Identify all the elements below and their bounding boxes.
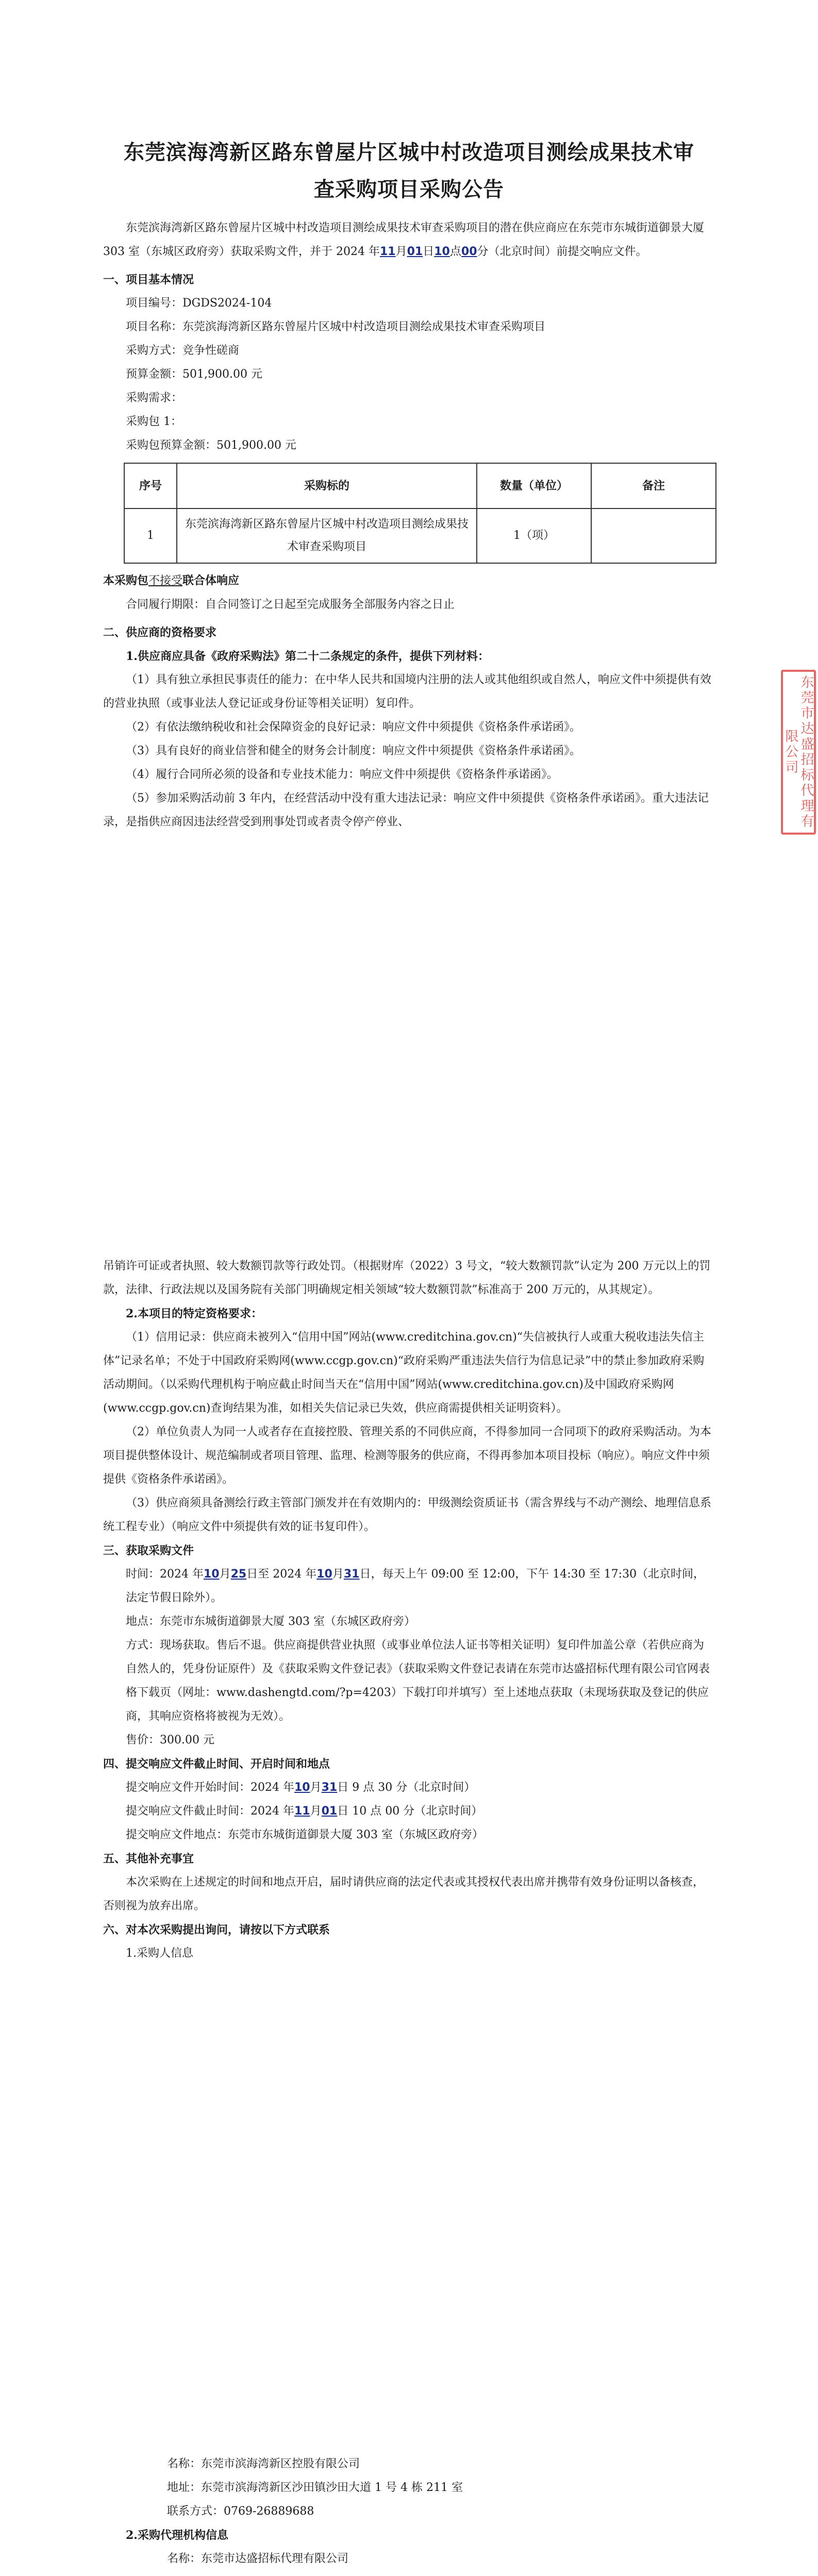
acquisition-time <box>103 1563 715 1610</box>
time-month-1: 10 <box>203 1568 220 1581</box>
section-1-heading: 一、项目基本情况 <box>103 273 194 286</box>
time-suffix: 日，每天上午 09:00 至 12:00，下午 14:30 至 17:30（北京时间，法定节假日除外）。 <box>126 1568 705 1604</box>
qualification-1: 1.供应商应具备《政府采购法》第二十二条规定的条件，提供下列材料： <box>126 650 489 663</box>
table-row <box>124 509 716 563</box>
time-month-2: 10 <box>316 1568 332 1581</box>
submit-prefix: 提交响应文件开始时间：2024 年 <box>126 1781 294 1794</box>
intro-day-suffix: 日 <box>423 245 435 258</box>
project-number: 项目编号：DGDS2024-104 <box>126 297 272 310</box>
table-header: 备注 <box>591 463 716 509</box>
qualification-1-3: （3）具有良好的商业信誉和健全的财务会计制度：响应文件中须提供《资格条件承诺函》。 <box>126 744 581 757</box>
section-6-heading: 六、对本次采购提出询问，请按以下方式联系 <box>103 1923 330 1937</box>
consortium-line <box>103 569 715 593</box>
acquisition-place: 地点：东莞市东城街道御景大厦 303 室（东城区政府旁） <box>126 1615 415 1628</box>
qualification-1-2: （2）有依法缴纳税收和社会保障资金的良好记录：响应文件中须提供《资格条件承诺函》。 <box>126 721 581 734</box>
time-mid-1: 月 <box>219 1568 231 1581</box>
document-title: 东莞滨海湾新区路东曾屋片区城中村改造项目测绘成果技术审查采购项目采购公告 <box>124 140 694 201</box>
buyer-contact: 联系方式：0769-26889688 <box>167 2505 314 2518</box>
section-5-heading: 五、其他补充事宜 <box>103 1852 194 1866</box>
agent-info-heading: 2.采购代理机构信息 <box>126 2529 228 2542</box>
time-prefix: 时间：2024 年 <box>126 1568 204 1581</box>
submit-suffix: 日 9 点 30 分（北京时间） <box>337 1781 476 1794</box>
intro-paragraph <box>103 216 715 264</box>
time-mid-2: 日至 2024 年 <box>246 1568 317 1581</box>
project-name: 项目名称：东莞滨海湾新区路东曾屋片区城中村改造项目测绘成果技术审查采购项目 <box>126 320 546 333</box>
table-cell: 1（项） <box>477 509 591 563</box>
time-day-1: 25 <box>230 1568 247 1581</box>
procurement-table <box>124 463 716 564</box>
qualification-2-2: （2）单位负责人为同一人或者存在直接控股、管理关系的不同供应商，不得参加同一合同项下的政府采购活动。为本项目提供整体设计、规范编制或者项目管理、监理、检测等服务的供应商，不得再参加本项目投标（响应）。响应文件中须提供《资格条件承诺函》。 <box>103 1426 712 1486</box>
qualification-1-5-part2: 吊销许可证或者执照、较大数额罚款等行政处罚。（根据财库（2022）3 号文，“较大数额罚款”认定为 200 万元以上的罚款，法律、行政法规以及国务院有关部门明确规定相关领域“较大数额罚款”标准高于 200 万元的，从其规定）。 <box>103 1260 711 1296</box>
package-label: 采购包 1： <box>126 415 182 428</box>
qualification-1-1: （1）具有独立承担民事责任的能力：在中华人民共和国境内注册的法人或其他组织或自然人，响应文件中须提供有效的营业执照（或事业法人登记证或身份证等相关证明）复印件。 <box>103 673 712 710</box>
deadline-prefix: 提交响应文件截止时间：2024 年 <box>126 1805 294 1818</box>
document-page-1 <box>0 0 818 1157</box>
table-header-row <box>124 463 716 509</box>
intro-after: 分（北京时间）前提交响应文件。 <box>477 245 647 258</box>
time-day-2: 31 <box>343 1568 360 1581</box>
procurement-method: 采购方式：竞争性磋商 <box>126 344 240 357</box>
deadline-mid: 月 <box>310 1805 322 1818</box>
qualification-2-3: （3）供应商须具备测绘行政主管部门颁发并在有效期内的：甲级测绘资质证书（需含界线与不动产测绘、地理信息系统工程专业）（响应文件中须提供有效的证书复印件）。 <box>103 1497 712 1533</box>
package-budget: 采购包预算金额：501,900.00 元 <box>126 439 296 452</box>
document-price: 售价：300.00 元 <box>126 1734 214 1747</box>
side-seal: 东莞市达盛招标代理有限公司 <box>781 670 816 835</box>
consortium-value: 不接受 <box>148 574 183 587</box>
submission-place: 提交响应文件地点：东莞市东城街道御景大厦 303 室（东城区政府旁） <box>126 1828 483 1841</box>
submission-start <box>103 1776 715 1800</box>
table-header: 采购标的 <box>177 463 477 509</box>
budget-amount: 预算金额：501,900.00 元 <box>126 368 262 381</box>
deadline-month: 11 <box>294 1805 310 1818</box>
submission-deadline <box>103 1800 715 1823</box>
consortium-prefix: 本采购包 <box>103 574 149 587</box>
buyer-address: 地址：东莞市滨海湾新区沙田镇沙田大道 1 号 4 栋 211 室 <box>167 2481 463 2494</box>
qualification-2-1: （1）信用记录：供应商未被列入“信用中国”网站(www.creditchina.gov.cn)“失信被执行人或重大税收违法失信主体”记录名单；不处于中国政府采购网(www.ccgp.gov.cn)“政府采购严重违法失信行为信息记录”中的禁止参加政府采购活动期间。（以采购代理机构于响应截止时间当天在“信用中国”网站(www.creditchina.gov.cn)及中国政府采购网(www.ccgp.gov.cn)查询结果为准，如相关失信记录已失效，供应商需提供相关证明资料）。 <box>103 1331 705 1415</box>
section-2-heading: 二、供应商的资格要求 <box>103 626 217 639</box>
table-cell: 1 <box>124 509 177 563</box>
buyer-info-heading: 1.采购人信息 <box>126 1947 193 1960</box>
section-4-heading: 四、提交响应文件截止时间、开启时间和地点 <box>103 1757 330 1771</box>
submit-month: 10 <box>294 1781 310 1794</box>
intro-minute: 00 <box>461 245 477 258</box>
submit-day: 31 <box>321 1781 338 1794</box>
document-page-3 <box>0 2313 818 2576</box>
page-2-content <box>103 1255 715 1965</box>
qualification-1-5-part1: （5）参加采购活动前 3 年内，在经营活动中没有重大违法记录：响应文件中须提供《资格条件承诺函》。重大违法记录，是指供应商因违法经营受到刑事处罚或者责令停产停业、 <box>103 792 709 828</box>
time-mid-3: 月 <box>332 1568 344 1581</box>
contract-period: 合同履行期限：自合同签订之日起至完成服务全部服务内容之日止 <box>126 598 455 611</box>
table-cell: 东莞滨海湾新区路东曾屋片区城中村改造项目测绘成果技术审查采购项目 <box>177 509 477 563</box>
table-header: 序号 <box>124 463 177 509</box>
acquisition-way: 方式：现场获取。售后不退。供应商提供营业执照（或事业单位法人证书等相关证明）复印件加盖公章（若供应商为自然人的，凭身份证原件）及《获取采购文件登记表》（获取采购文件登记表请在东莞市达盛招标代理有限公司官网表格下载页（网址：www.dashengtd.com/?p=4203）下载打印并填写）至上述地点获取（未现场获取及登记的供应商，其响应资格将被视为无效）。 <box>126 1639 710 1723</box>
table-cell <box>591 509 716 563</box>
consortium-suffix: 联合体响应 <box>182 574 240 587</box>
intro-hour-suffix: 点 <box>449 245 461 258</box>
qualification-2: 2.本项目的特定资格要求： <box>126 1307 262 1320</box>
table-header: 数量（单位） <box>477 463 591 509</box>
deadline-suffix: 日 10 点 00 分（北京时间） <box>337 1805 483 1818</box>
agent-name: 名称：东莞市达盛招标代理有限公司 <box>167 2552 349 2565</box>
document-page-2 <box>0 1157 818 2313</box>
intro-day: 01 <box>407 245 423 258</box>
procurement-requirements: 采购需求： <box>126 392 183 404</box>
page-3-content <box>126 2452 715 2576</box>
buyer-name: 名称：东莞市滨海湾新区控股有限公司 <box>167 2458 360 2470</box>
supplementary-text: 本次采购在上述规定的时间和地点开启，届时请供应商的法定代表或其授权代表出席并携带有效身份证明以备核查，否则视为放弃出席。 <box>103 1876 705 1912</box>
page-1-content <box>103 216 715 834</box>
section-3-heading: 三、获取采购文件 <box>103 1544 194 1557</box>
intro-hour: 10 <box>434 245 450 258</box>
submit-mid: 月 <box>310 1781 322 1794</box>
deadline-day: 01 <box>321 1805 338 1818</box>
agent-address <box>144 2571 715 2576</box>
intro-text: 东莞滨海湾新区路东曾屋片区城中村改造项目测绘成果技术审查采购项目的潜在供应商应在东莞市东城街道御景大厦 303 室（东城区政府旁）获取采购文件，并于 2024 年 <box>103 222 705 258</box>
intro-month: 11 <box>379 245 396 258</box>
qualification-1-4: （4）履行合同所必须的设备和专业技术能力：响应文件中须提供《资格条件承诺函》。 <box>126 768 558 781</box>
intro-month-suffix: 月 <box>395 245 407 258</box>
